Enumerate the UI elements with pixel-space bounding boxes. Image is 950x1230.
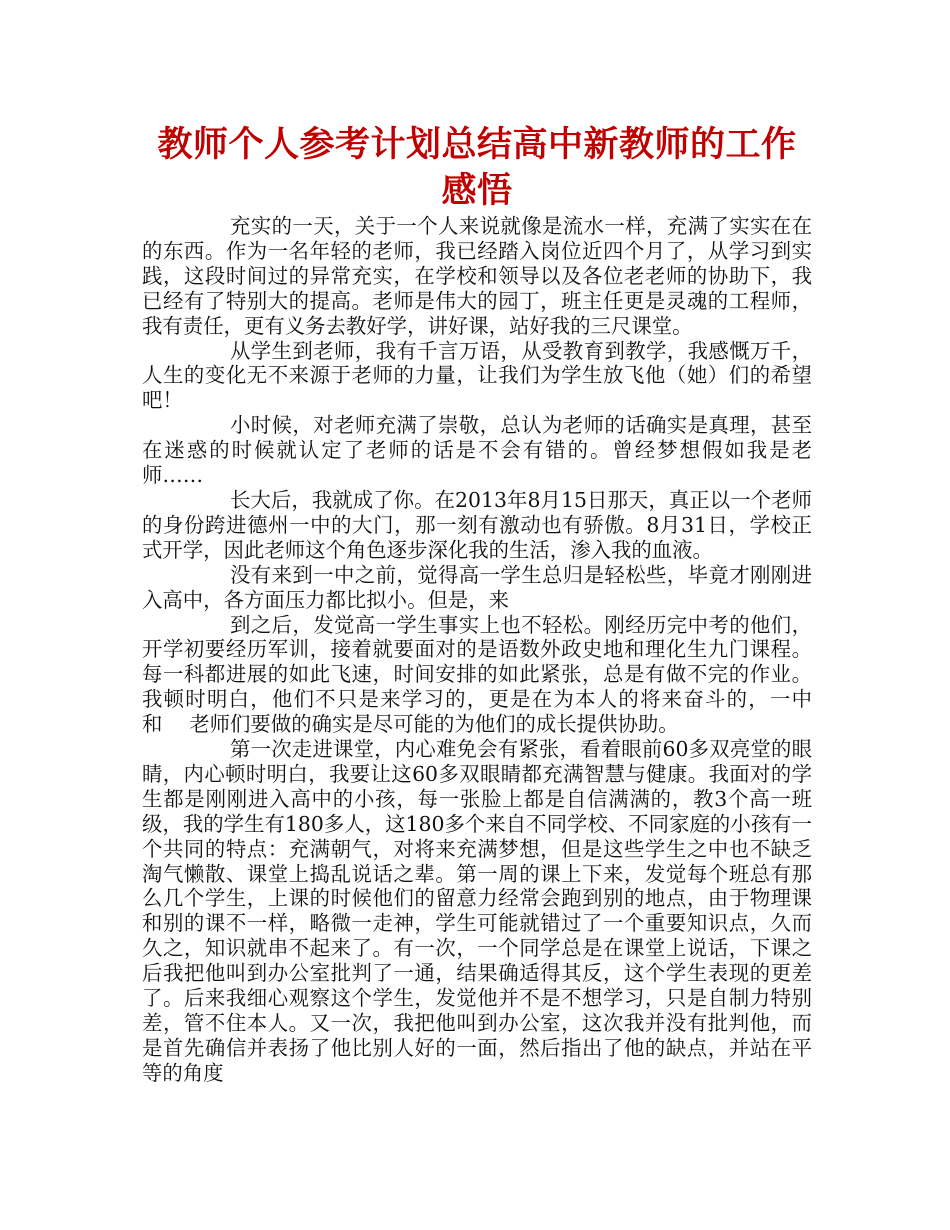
paragraph: 充实的一天，关于一个人来说就像是流水一样，充满了实实在在的东西。作为一名年轻的老师，我已经踏入岗位近四个月了，从学习到实践，这段时间过的异常充实，在学校和领导以及各位老老师的协助下，我已经有了特别大的提高。老师是伟大的园丁，班主任更是灵魂的工程师，我有责任，更有义务去教好学，讲好课，站好我的三尺课堂。 <box>142 214 812 338</box>
paragraph: 到之后，发觉高一学生事实上也不轻松。刚经历完中考的他们，开学初要经历军训，接着就要面对的是语数外政史地和理化生九门课程。每一科都进展的如此飞速，时间安排的如此紧张，总是有做不完的作业。我顿时明白，他们不只是来学习的，更是在为本人的将来奋斗的，一中 和 老师们要做的确实是尽可能的为他们的成长提供协助。 <box>142 612 839 737</box>
paragraph: 没有来到一中之前，觉得高一学生总归是轻松些，毕竟才刚刚进入高中，各方面压力都比拟小。但是，来 <box>142 562 812 612</box>
paragraph: 长大后，我就成了你。在2013年8月15日那天，真正以一个老师的身份跨进德州一中的大门，那一刻有激动也有骄傲。8月31日，学校正式开学，因此老师这个角色逐步深化我的生活，渗入我的血液。 <box>142 487 812 562</box>
document-page <box>142 122 839 1086</box>
document-title: 教师个人参考计划总结高中新教师的工作感悟 <box>157 125 797 211</box>
document-body <box>142 214 839 1086</box>
paragraph: 第一次走进课堂，内心难免会有紧张，看着眼前60多双亮堂的眼睛，内心顿时明白，我要让这60多双眼睛都充满智慧与健康。我面对的学生都是刚刚进入高中的小孩，每一张脸上都是自信满满的，教3个高一班级，我的学生有180多人，这180多个来自不同学校、不同家庭的小孩有一个共同的特点：充满朝气，对将来充满梦想，但是这些学生之中也不缺乏淘气懒散、课堂上捣乱说话之辈。第一周的课上下来，发觉每个班总有那么几个学生，上课的时候他们的留意力经常会跑到别的地点，由于物理课和别的课不一样，略微一走神，学生可能就错过了一个重要知识点，久而久之，知识就串不起来了。有一次，一个同学总是在课堂上说话，下课之后我把他叫到办公室批判了一通，结果确适得其反，这个学生表现的更差了。后来我细心观察这个学生，发觉他并不是不想学习，只是自制力特别差，管不住本人。又一次，我把他叫到办公室，这次我并没有批判他，而是首先确信并表扬了他比别人好的一面，然后指出了他的缺点，并站在平等的角度 <box>142 737 812 1085</box>
paragraph: 从学生到老师，我有千言万语，从受教育到教学，我感慨万千，人生的变化无不来源于老师的力量，让我们为学生放飞他（她）们的希望吧！ <box>142 338 812 413</box>
paragraph: 小时候，对老师充满了崇敬，总认为老师的话确实是真理，甚至在迷惑的时候就认定了老师的话是不会有错的。曾经梦想假如我是老师…… <box>142 413 812 488</box>
